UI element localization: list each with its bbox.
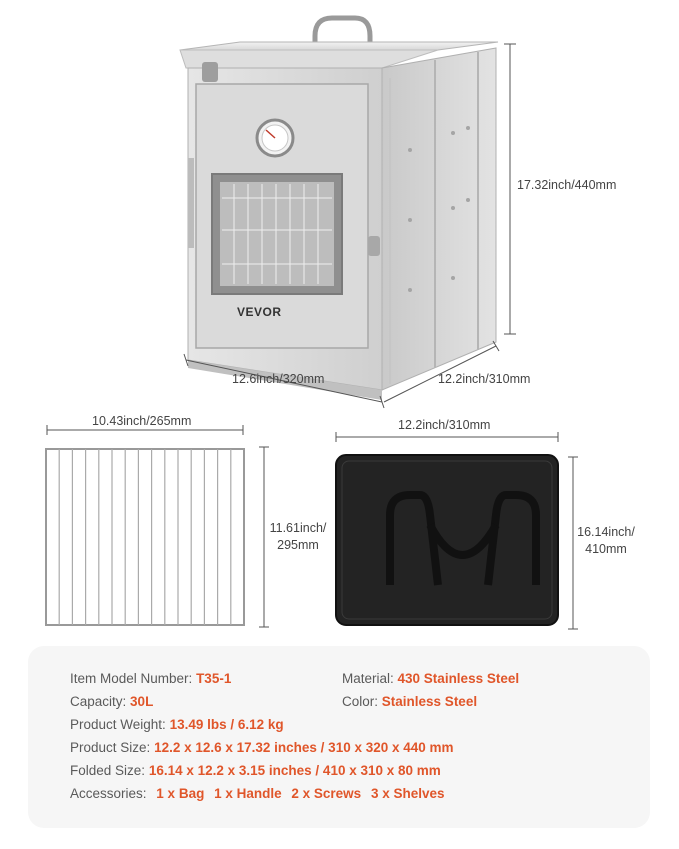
oven-height-label: 17.32inch/440mm xyxy=(517,178,617,192)
rack-width-label: 10.43inch/265mm xyxy=(92,414,192,428)
bag-width-label: 12.2inch/310mm xyxy=(398,418,491,432)
oven-depth-label: 12.2inch/310mm xyxy=(438,372,531,386)
spec-material-value: 430 Stainless Steel xyxy=(397,671,520,686)
storage-bag xyxy=(330,425,580,635)
rack-height-label xyxy=(268,520,328,554)
brand-logo: VEVOR xyxy=(237,305,282,319)
spec-capacity-label: Capacity: xyxy=(70,694,127,709)
rack-height-line1: 11.61inch/ xyxy=(269,521,327,535)
spec-size xyxy=(70,740,454,755)
spec-accessories xyxy=(70,786,445,801)
spec-model-value: T35-1 xyxy=(196,671,232,686)
oven-dimension-lines xyxy=(0,0,679,420)
spec-weight-label: Product Weight: xyxy=(70,717,166,732)
spec-folded-value: 16.14 x 12.2 x 3.15 inches / 410 x 310 x 80 mm xyxy=(148,763,441,778)
bag-height-line1: 16.14inch/ xyxy=(577,525,635,539)
oven-width-label: 12.6inch/320mm xyxy=(232,372,325,386)
bag-height-label xyxy=(576,524,636,558)
spec-material-label: Material: xyxy=(342,671,394,686)
rack-height-line2: 295mm xyxy=(277,538,319,552)
spec-model-label: Item Model Number: xyxy=(70,671,193,686)
spec-color-value: Stainless Steel xyxy=(381,694,478,709)
spec-color xyxy=(342,694,477,709)
accessory-item: 3 x Shelves xyxy=(370,786,445,801)
bag-height-line2: 410mm xyxy=(585,542,627,556)
spec-weight xyxy=(70,717,284,732)
specifications-panel xyxy=(28,646,650,828)
spec-capacity-value: 30L xyxy=(130,694,154,709)
spec-folded-label: Folded Size: xyxy=(70,763,146,778)
wire-rack xyxy=(40,425,275,635)
spec-material xyxy=(342,671,519,686)
spec-folded xyxy=(70,763,441,778)
spec-size-label: Product Size: xyxy=(70,740,151,755)
spec-size-value: 12.2 x 12.6 x 17.32 inches / 310 x 320 x 440 mm xyxy=(154,740,454,755)
spec-color-label: Color: xyxy=(342,694,379,709)
spec-weight-value: 13.49 lbs / 6.12 kg xyxy=(169,717,284,732)
accessory-item: 2 x Screws xyxy=(291,786,362,801)
accessory-item: 1 x Bag xyxy=(156,786,205,801)
spec-accessories-label: Accessories: xyxy=(70,786,147,801)
spec-model xyxy=(70,671,231,686)
accessory-item: 1 x Handle xyxy=(214,786,282,801)
spec-capacity xyxy=(70,694,153,709)
